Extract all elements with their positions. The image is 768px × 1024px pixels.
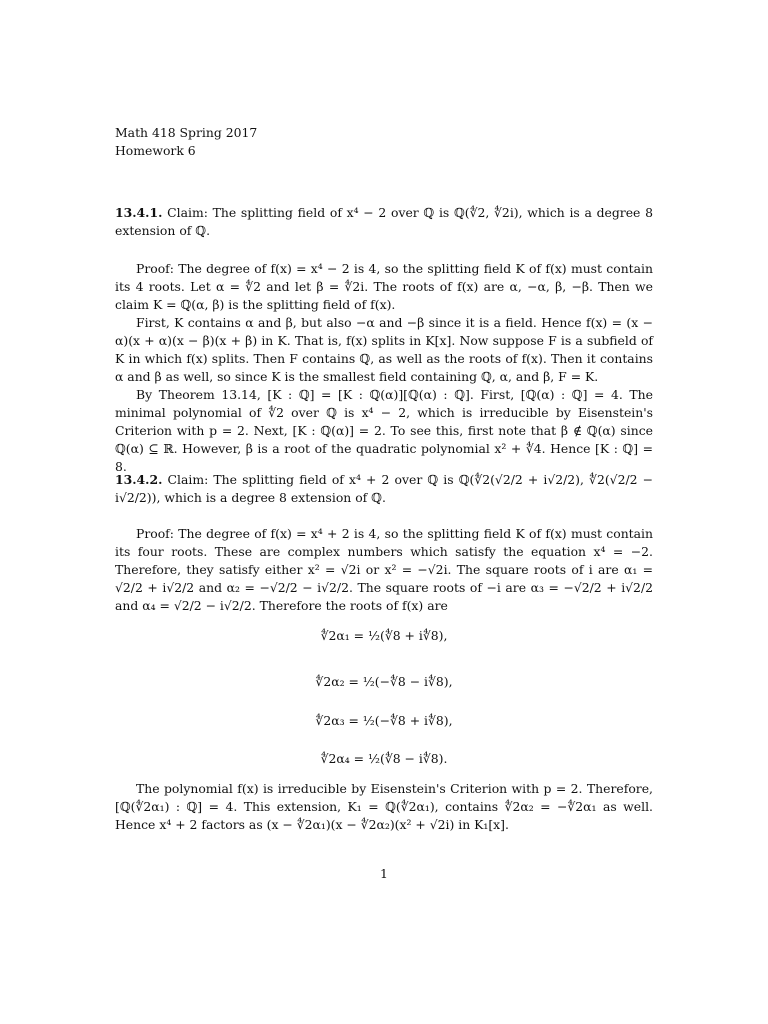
root-equation-3: ∜2α₃ = ½(−∜8 + i∜8), (315, 713, 453, 728)
assignment-line: Homework 6 (115, 143, 196, 158)
problem-2-claim (115, 471, 653, 507)
course-line: Math 418 Spring 2017 (115, 125, 258, 140)
root-equation-4: ∜2α₄ = ½(∜8 − i∜8). (320, 751, 448, 766)
problem-1-proof-paragraph-1: Proof: The degree of f(x) = x⁴ − 2 is 4, so the splitting field K of f(x) must contain its 4 roots. Let α = ∜2 and let β = ∜2i. The roots of f(x) are α, −α, β, −β. Then we claim K = ℚ(α, β) is the splitting field of f(x). (115, 261, 653, 312)
problem-2-number: 13.4.2. (115, 472, 163, 487)
problem-2-claim-text: Claim: The splitting field of x⁴ + 2 over ℚ is ℚ(∜2(√2/2 + i√2/2), ∜2(√2/2 − i√2/2)), which is a degree 8 extension of ℚ. (115, 472, 653, 505)
problem-1-claim-text: Claim: The splitting field of x⁴ − 2 over ℚ is ℚ(∜2, ∜2i), which is a degree 8 extension of ℚ. (115, 205, 653, 238)
document-header (115, 124, 653, 160)
problem-1-proof-paragraph-3: By Theorem 13.14, [K : ℚ] = [K : ℚ(α)][ℚ(α) : ℚ]. First, [ℚ(α) : ℚ] = 4. The minimal polynomial of ∜2 over ℚ is x⁴ − 2, which is irreducible by Eisenstein's Criterion with p = 2. Next, [K : ℚ(α)] = 2. To see this, first note that β ∉ ℚ(α) since ℚ(α) ⊆ ℝ. However, β is a root of the quadratic polynomial x² + ∜4. Hence [K : ℚ] = 8. (115, 387, 653, 474)
problem-2-proof-paragraph-1: Proof: The degree of f(x) = x⁴ + 2 is 4, so the splitting field K of f(x) must contain its four roots. These are complex numbers which satisfy the equation x⁴ = −2. Therefore, they satisfy either x² = √2i or x² = −√2i. The square roots of i are α₁ = √2/2 + i√2/2 and α₂ = −√2/2 − i√2/2. The square roots of −i are α₃ = −√2/2 + i√2/2 and α₄ = √2/2 − i√2/2. Therefore the roots of f(x) are (115, 526, 653, 613)
problem-2-proof-continued (115, 780, 653, 834)
problem-1-proof (115, 260, 653, 476)
root-equation-1: ∜2α₁ = ½(∜8 + i∜8), (320, 628, 448, 643)
root-equation-2: ∜2α₂ = ½(−∜8 − i∜8), (315, 674, 453, 689)
problem-1-number: 13.4.1. (115, 205, 163, 220)
problem-2-proof-paragraph-2: The polynomial f(x) is irreducible by Eisenstein's Criterion with p = 2. Therefore, [ℚ(∜2α₁) : ℚ] = 4. This extension, K₁ = ℚ(∜2α₁), contains ∜2α₂ = −∜2α₁ as well. Hence x⁴ + 2 factors as (x − ∜2α₁)(x − ∜2α₂)(x² + √2i) in K₁[x]. (115, 781, 653, 832)
page-number: 1 (380, 866, 388, 881)
problem-1-proof-paragraph-2: First, K contains α and β, but also −α and −β since it is a field. Hence f(x) = (x − α)(x + α)(x − β)(x + β) in K. That is, f(x) splits in K[x]. Now suppose F is a subfield of K in which f(x) splits. Then F contains ℚ, as well as the roots of f(x). Then it contains α and β as well, so since K is the smallest field containing ℚ, α, and β, F = K. (115, 315, 653, 384)
problem-1-claim (115, 204, 653, 240)
problem-2-proof (115, 525, 653, 615)
